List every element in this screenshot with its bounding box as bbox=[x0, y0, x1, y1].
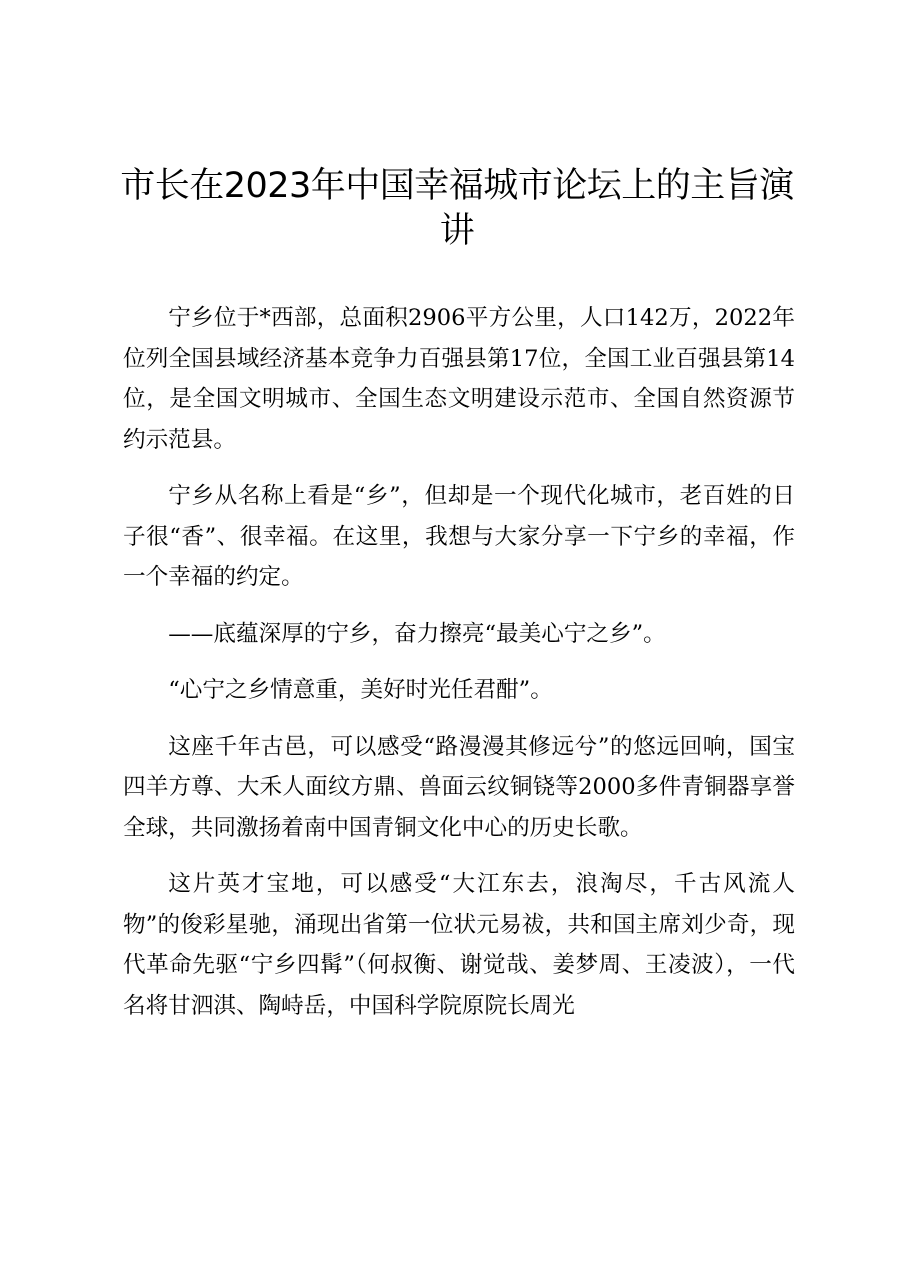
page-title: 市长在2023年中国幸福城市论坛上的主旨演讲 bbox=[120, 166, 794, 251]
paragraph: 这座千年古邑，可以感受“路漫漫其修远兮”的悠远回响，国宝四羊方尊、大禾人面纹方鼎、兽面云纹铜铙等2000多件青铜器享誉全球，共同激扬着南中国青铜文化中心的历史长歌。 bbox=[123, 733, 795, 841]
paragraph: ——底蕴深厚的宁乡，奋力擦亮“最美心宁之乡”。 bbox=[168, 620, 666, 647]
document-body bbox=[123, 298, 795, 1042]
paragraph: 宁乡位于*西部，总面积2906平方公里，人口142万，2022年位列全国县域经济基本竞争力百强县第17位，全国工业百强县第14位，是全国文明城市、全国生态文明建设示范市、全国自然资源节约示范县。 bbox=[123, 305, 795, 453]
paragraph: “心宁之乡情意重，美好时光任君酣”。 bbox=[168, 677, 553, 703]
paragraph: 宁乡从名称上看是“乡”，但却是一个现代化城市，老百姓的日子很“香”、很幸福。在这里，我想与大家分享一下宁乡的幸福，作一个幸福的约定。 bbox=[123, 483, 795, 590]
paragraph: 这片英才宝地，可以感受“大江东去，浪淘尽，千古风流人物”的俊彩星驰，涌现出省第一位状元易祓，共和国主席刘少奇，现代革命先驱“宁乡四髯”（何叔衡、谢觉哉、姜梦周、王凌波），一代名将甘泗淇、陶峙岳，中国科学院原院长周光 bbox=[123, 871, 795, 1019]
